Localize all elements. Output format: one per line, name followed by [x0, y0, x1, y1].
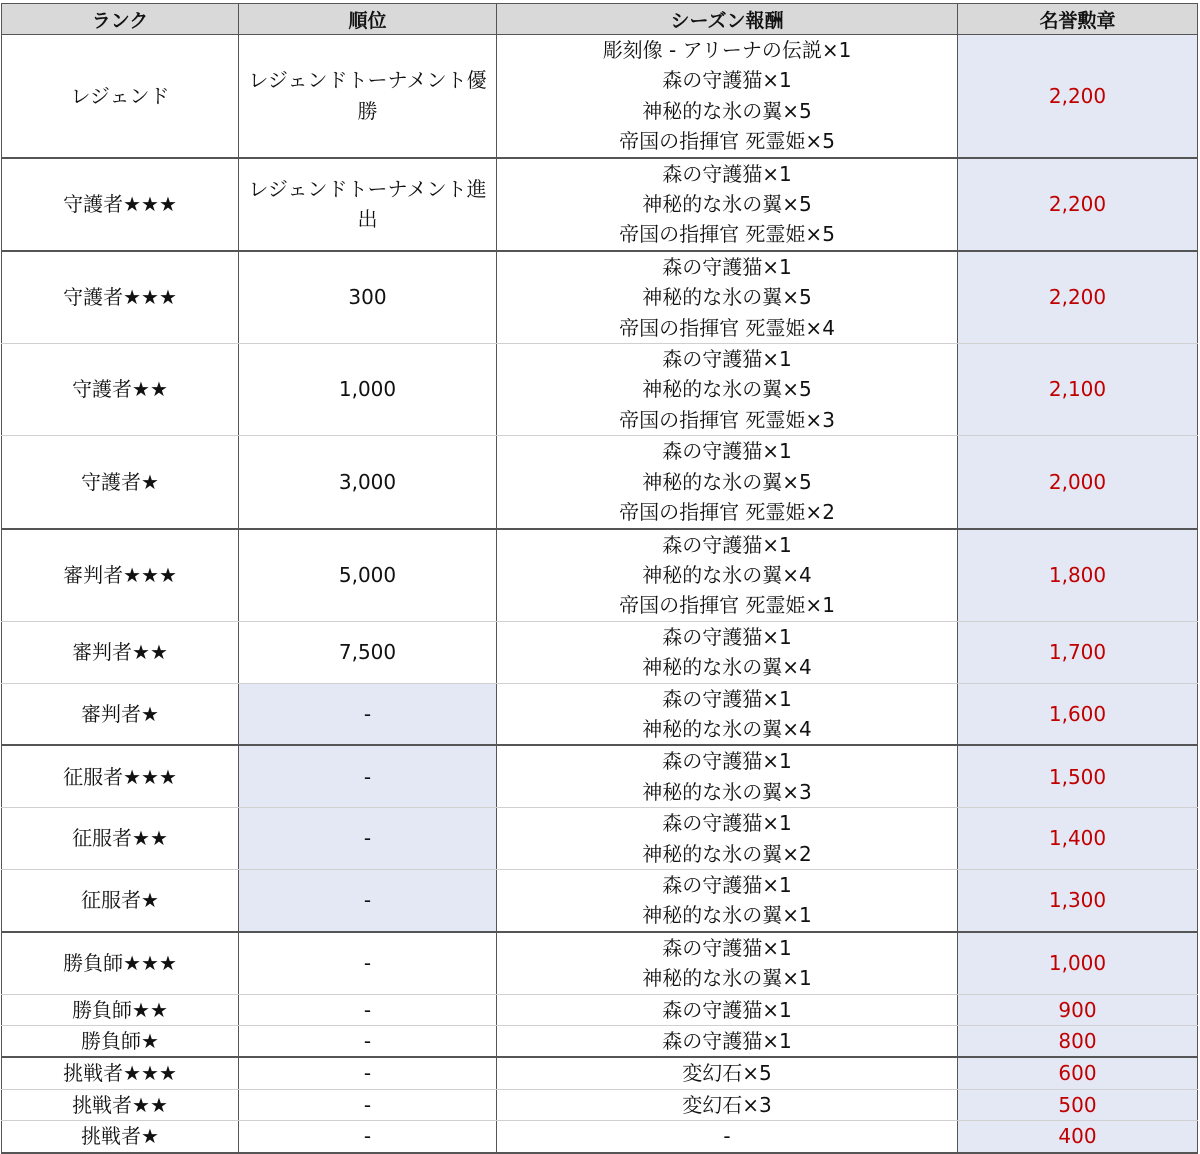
reward-cell — [497, 869, 958, 931]
reward-item: 神秘的な氷の翼×4 — [642, 655, 812, 680]
table-row — [2, 158, 1198, 251]
reward-item: 森の守護猫×1 — [662, 997, 792, 1022]
honor-medal-cell: 600 — [958, 1057, 1198, 1089]
position-cell: - — [239, 1057, 497, 1089]
rank-cell: 審判者★★★ — [2, 529, 239, 622]
table-row — [2, 869, 1198, 931]
reward-cell — [497, 35, 958, 158]
honor-medal-cell: 2,200 — [958, 35, 1198, 158]
reward-item: 帝国の指揮官 死霊姫×4 — [619, 315, 835, 340]
reward-item: 帝国の指揮官 死霊姫×1 — [619, 593, 835, 618]
honor-medal-cell: 1,500 — [958, 745, 1198, 807]
reward-item: 森の守護猫×1 — [662, 532, 792, 557]
table-row — [2, 1121, 1198, 1153]
honor-medal-cell: 400 — [958, 1121, 1198, 1153]
reward-item: 森の守護猫×1 — [662, 872, 792, 897]
rank-cell: 征服者★★★ — [2, 745, 239, 807]
position-cell: - — [239, 1121, 497, 1153]
honor-medal-cell: 2,000 — [958, 436, 1198, 529]
reward-cell — [497, 436, 958, 529]
table-row — [2, 745, 1198, 807]
position-cell: - — [239, 683, 497, 745]
reward-item: 変幻石×5 — [682, 1061, 772, 1086]
honor-medal-cell: 1,700 — [958, 621, 1198, 683]
table-row — [2, 621, 1198, 683]
reward-cell — [497, 1057, 958, 1089]
reward-item: 神秘的な氷の翼×5 — [642, 469, 812, 494]
reward-item: 神秘的な氷の翼×3 — [642, 779, 812, 804]
table-row — [2, 251, 1198, 344]
rank-cell: 挑戦者★★★ — [2, 1057, 239, 1089]
rank-cell: 守護者★★ — [2, 344, 239, 436]
reward-cell — [497, 344, 958, 436]
reward-item: 森の守護猫×1 — [662, 935, 792, 960]
reward-item: 森の守護猫×1 — [662, 1029, 792, 1053]
reward-cell — [497, 1121, 958, 1153]
reward-cell — [497, 251, 958, 344]
honor-medal-cell: 800 — [958, 1026, 1198, 1058]
reward-item: 森の守護猫×1 — [662, 749, 792, 774]
table-row — [2, 1089, 1198, 1120]
honor-medal-cell: 1,800 — [958, 529, 1198, 622]
reward-cell — [497, 1026, 958, 1058]
rank-cell: レジェンド — [2, 35, 239, 158]
reward-item: 神秘的な氷の翼×5 — [642, 98, 812, 123]
table-row — [2, 529, 1198, 622]
position-cell: レジェンドトーナメント進出 — [239, 158, 497, 251]
position-cell: レジェンドトーナメント優勝 — [239, 35, 497, 158]
reward-item: 森の守護猫×1 — [662, 68, 792, 93]
rank-cell: 勝負師★★ — [2, 994, 239, 1025]
header-rank: ランク — [2, 4, 239, 35]
reward-item: 神秘的な氷の翼×2 — [642, 841, 812, 866]
reward-item: 神秘的な氷の翼×5 — [642, 285, 812, 310]
reward-item: 神秘的な氷の翼×4 — [642, 562, 812, 587]
rank-cell: 挑戦者★ — [2, 1121, 239, 1153]
rank-cell: 勝負師★★★ — [2, 932, 239, 994]
reward-cell — [497, 808, 958, 870]
reward-item: 森の守護猫×1 — [662, 347, 792, 372]
reward-item: 彫刻像 - アリーナの伝説×1 — [602, 38, 852, 62]
honor-medal-cell: 1,300 — [958, 869, 1198, 931]
table-row — [2, 808, 1198, 870]
reward-item: 森の守護猫×1 — [662, 439, 792, 464]
position-cell: 5,000 — [239, 529, 497, 622]
reward-cell — [497, 932, 958, 994]
reward-cell — [497, 621, 958, 683]
header-season-reward: シーズン報酬 — [497, 4, 958, 35]
reward-item: 神秘的な氷の翼×4 — [642, 716, 812, 741]
position-cell: - — [239, 808, 497, 870]
reward-cell — [497, 158, 958, 251]
rank-cell: 守護者★★★ — [2, 158, 239, 251]
reward-item: 神秘的な氷の翼×1 — [642, 966, 812, 991]
table-row — [2, 35, 1198, 158]
reward-item: 森の守護猫×1 — [662, 254, 792, 279]
rank-cell: 審判者★ — [2, 683, 239, 745]
reward-item: 森の守護猫×1 — [662, 811, 792, 836]
rank-cell: 征服者★★ — [2, 808, 239, 870]
honor-medal-cell: 900 — [958, 994, 1198, 1025]
reward-cell — [497, 683, 958, 745]
rank-cell: 挑戦者★★ — [2, 1089, 239, 1120]
position-cell: - — [239, 745, 497, 807]
reward-cell — [497, 529, 958, 622]
honor-medal-cell: 1,000 — [958, 932, 1198, 994]
rank-cell: 守護者★★★ — [2, 251, 239, 344]
reward-item: 帝国の指揮官 死霊姫×5 — [619, 129, 835, 154]
honor-medal-cell: 2,200 — [958, 158, 1198, 251]
honor-medal-cell: 1,600 — [958, 683, 1198, 745]
reward-item: 神秘的な氷の翼×1 — [642, 903, 812, 928]
reward-item: 森の守護猫×1 — [662, 161, 792, 186]
header-position: 順位 — [239, 4, 497, 35]
table-row — [2, 1057, 1198, 1089]
reward-item: 帝国の指揮官 死霊姫×5 — [619, 222, 835, 247]
reward-cell — [497, 745, 958, 807]
honor-medal-cell: 2,200 — [958, 251, 1198, 344]
position-cell: - — [239, 869, 497, 931]
rank-cell: 勝負師★ — [2, 1026, 239, 1058]
position-cell: - — [239, 932, 497, 994]
reward-cell — [497, 1089, 958, 1120]
position-cell: - — [239, 994, 497, 1025]
reward-item: 神秘的な氷の翼×5 — [642, 377, 812, 402]
position-cell: 1,000 — [239, 344, 497, 436]
position-cell: 7,500 — [239, 621, 497, 683]
reward-item: 変幻石×3 — [682, 1092, 772, 1117]
honor-medal-cell: 2,100 — [958, 344, 1198, 436]
table-row — [2, 436, 1198, 529]
season-rewards-table — [1, 3, 1198, 1154]
reward-item: 帝国の指揮官 死霊姫×3 — [619, 407, 835, 432]
rank-cell: 守護者★ — [2, 436, 239, 529]
position-cell: 300 — [239, 251, 497, 344]
position-cell: 3,000 — [239, 436, 497, 529]
reward-item: 森の守護猫×1 — [662, 686, 792, 711]
reward-item: 森の守護猫×1 — [662, 624, 792, 649]
table-body — [2, 35, 1198, 1153]
table-row — [2, 344, 1198, 436]
reward-item: 神秘的な氷の翼×5 — [642, 192, 812, 217]
table-row — [2, 1026, 1198, 1058]
table-row — [2, 994, 1198, 1025]
table-row — [2, 683, 1198, 745]
table-row — [2, 932, 1198, 994]
honor-medal-cell: 1,400 — [958, 808, 1198, 870]
position-cell: - — [239, 1089, 497, 1120]
rank-cell: 審判者★★ — [2, 621, 239, 683]
honor-medal-cell: 500 — [958, 1089, 1198, 1120]
position-cell: - — [239, 1026, 497, 1058]
reward-cell — [497, 994, 958, 1025]
header-row — [2, 4, 1198, 35]
reward-item: - — [723, 1124, 731, 1149]
rank-cell: 征服者★ — [2, 869, 239, 931]
header-honor-medal: 名誉勲章 — [958, 4, 1198, 35]
reward-item: 帝国の指揮官 死霊姫×2 — [619, 500, 835, 525]
